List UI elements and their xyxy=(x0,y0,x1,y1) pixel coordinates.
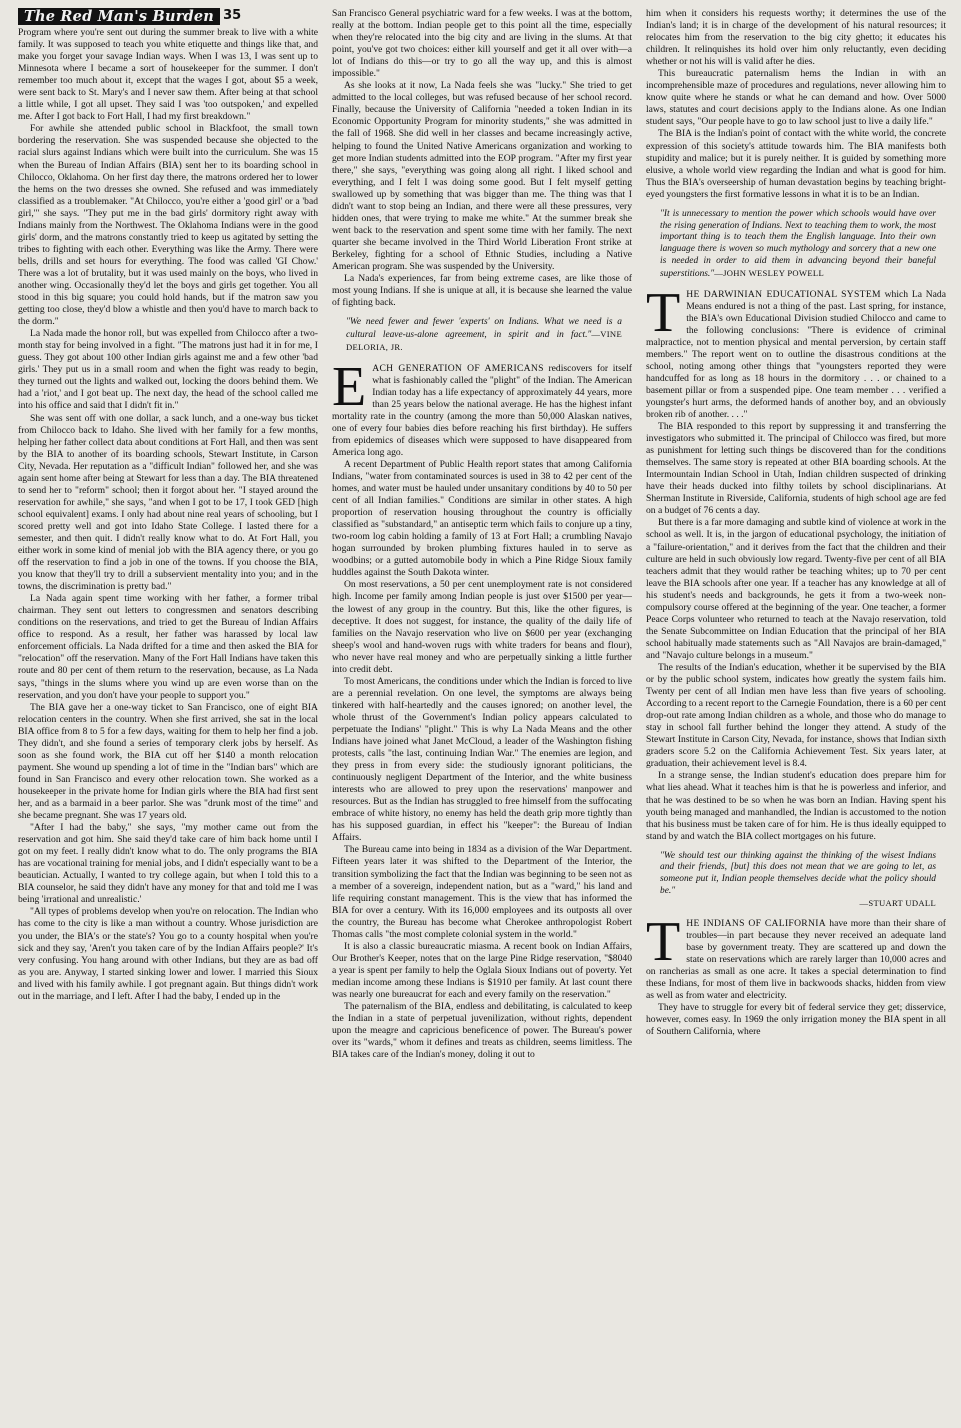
article-columns xyxy=(18,8,946,1420)
drop-cap: T xyxy=(646,910,681,973)
pull-quote xyxy=(660,209,936,281)
quote-text: "We need fewer and fewer 'experts' on Indians. What we need is a cultural leave-us-alone agreement, in spirit and in fact." xyxy=(346,317,622,340)
quote-attribution: —STUART UDALL xyxy=(859,897,936,908)
paragraph: The BIA is the Indian's point of contact with the white world, the concrete expression of this society's attitude towards him. The BIA manifests both stupidity and malice; but it is purely neither. It is guided by something more elusive, a whole world view regarding the Indian and what is good for him. Thus the BIA's overseership of human devastation begins by teaching bright-eyed youngsters the first formative lessons in what it is to be an Indian. xyxy=(646,128,946,200)
column-1 xyxy=(18,8,318,1420)
paragraph: As she looks at it now, La Nada feels she was "lucky." She tried to get admitted to the local colleges, but was refused because of her school record. Finally, because the University of California "needed a token Indian in its Economic Opportunity Program for minority students," she was admitted in the fall of 1968. She did well in her classes and became increasingly active, helping to found the United Native Americans organization and working to get more Indian students admitted into the EOP program. "After my first year there," she says, "everything was going along all right. I liked school and everything, and I felt I was doing some good. But I felt myself getting swallowed up by something that was bigger than me. The thing was that I didn't want to stop being an Indian, and there were all these pressures, very hidden ones, that were trying to make me white." At the summer break she went back to the reservation and spent some time with her family. The next quarter she became involved in the Third World Liberation Front strike at Berkeley, fighting for a school of Ethnic Studies, including a Native American program. She was suspended by the University. xyxy=(332,80,632,272)
paragraph: The BIA responded to this report by suppressing it and transferring the investigators who submitted it. The principal of Chilocco was fired, but more as punishment for letting such things be discovered than for the conditions themselves. The same story is repeated at other BIA boarding schools. At the Intermountain Indian School in Utah, Indian children suspected of drinking have their heads ducked into filthy toilets by school disciplinarians. At Sherman Institute in Riverside, California, students of high school age are fed on a budget of 76 cents a day. xyxy=(646,421,946,517)
section-lead-paragraph xyxy=(646,281,946,422)
section-title: The Red Man's Burden xyxy=(18,8,220,25)
paragraph: The BIA gave her a one-way ticket to San Francisco, one of eight BIA relocation centers in the country. When she first arrived, she sat in the local BIA office from 8 to 5 for a few days, waiting for them to help her find a job. They didn't, and she found a series of temporary clerk jobs by herself. As soon as she found work, the BIA cut off her $140 a month relocation payment. She wound up spending a lot of time in the "Indian bars" which are found in San Francisco and every other relocation town. She worked as a housekeeper in the private home for Indian girls where the BIA had first sent her, and as a barmaid in a beer parlor. She was "drunk most of the time" and she became pregnant. She was 17 years old. xyxy=(18,701,318,822)
paragraph: She was sent off with one dollar, a sack lunch, and a one-way bus ticket from Chilocco back to Idaho. She lived with her family for a few months, helping her father collect data about conditions at Fort Hall, and then was sent by the BIA to another of its boarding schools, Stewart Institute, in Carson City, Nevada. Her reputation as a "difficult Indian" followed her, and she was again sent home after being at Stewart for less than a day. The BIA threatened to send her to "reform" school; then it forgot about her. "I stayed around the reservation for awhile," she says, "and when I got to be 17, I took GED [high school equivalent] exams. I only had about nine real years of schooling, but I scored pretty well and got into Idaho State College. I lasted there for a semester, and then quit. I didn't really know what to do. At Fort Hall, you either work in some kind of menial job with the BIA agency there, or you go off the reservation to find a job in one of the towns. If you choose the BIA, you know that they'll try to drill a subservient mentality into you; and in the towns, the discrimination is pretty bad." xyxy=(18,412,318,593)
paragraph: On most reservations, a 50 per cent unemployment rate is not considered high. Income per family among Indian people is just over $1500 per year—the lowest of any group in the country. But this, like the other figures, is deceptive. It does not suggest, for instance, the quality of the daily life of families on the Navajo reservation who live on $600 per year (exchanging sheep's wool and hand-woven rugs with white traders for beans and flour), who never have real money and who are perpetually sinking a little further into credit debt. xyxy=(332,579,632,675)
section-lead-paragraph xyxy=(646,910,946,1002)
page-number: 35 xyxy=(223,8,242,23)
lead-text: rediscovers for itself what is fashionably called the "plight" of the Indian. The American Indian today has a life expectancy of approximately 44 years, more than 25 years below the national average. He has the highest infant mortality rate in the country (among the more than 50,000 Alaskan natives, one of every four babies dies before reaching his first birthday). He suffers from epidemics of diseases which were supposed to have disappeared from America long ago. xyxy=(332,362,632,458)
paragraph: But there is a far more damaging and subtle kind of violence at work in the school as well. It is, in the jargon of educational psychology, the initiation of a "failure-orientation," and it derives from the fact that the children and their culture are held in such obviously low regard. Twenty-five per cent of all BIA teachers admit that they would rather be teaching whites; up to 70 per cent leave the BIA schools after one year. If a teacher has any knowledge at all of his student's needs and backgrounds, he gets it from a two-week non-compulsory course offered at the beginning of the year. One teacher, a former Peace Corps volunteer who returned to teach at the Navajo reservation, told the Senate Subcommittee on Indian Education that the principal of her BIA school habitually made statements such as "All Navajos are brain-damaged," and "Navajo culture belongs in a museum." xyxy=(646,517,946,661)
paragraph: The results of the Indian's education, whether it be supervised by the BIA or by the public school system, indicates how greatly the system fails him. Twenty per cent of all Indian men have less than five years of schooling. According to a recent report to the Carnegie Foundation, there is a 60 per cent drop-out rate among Indian children as a whole, and those who do manage to stay in school fall further behind the longer they attend. A study of the Stewart Institute in Carson City, Nevada, for instance, shows that Indian sixth graders score 5.2 on the California Achievement Test. Six years later, at graduation, their achievement level is 8.4. xyxy=(646,661,946,770)
masthead xyxy=(18,8,318,25)
paragraph: San Francisco General psychiatric ward for a few weeks. I was at the bottom, really at the bottom. Indian people get to this point all the time, especially when they're relocated into the big city and are living in the slums. At that point, you've got two choices: either kill yourself and get it all over with—a lot of Indians do this—or try to go all the way up, and this is almost impossible." xyxy=(332,8,632,80)
paragraph: The Bureau came into being in 1834 as a division of the War Department. Fifteen years later it was shifted to the Department of the Interior, the transition symbolizing the fact that the Indian was beginning to be seen not as a member of a sovereign, independent nation, but as a "ward," his land and life requiring constant management. This is the view that has informed the BIA for over a century. With its 16,000 employees and its outposts all over the country, the Bureau has become what Cherokee anthropologist Robert Thomas calls "the most complete colonial system in the world." xyxy=(332,844,632,940)
paragraph: him when it considers his requests worthy; it determines the use of the Indian's land; it is in charge of the development of his natural resources; it relocates him from the reservation to the big city ghetto; it educates his children. It relinquishes its hold over him only reluctantly, even deciding whether or not his will is valid after he dies. xyxy=(646,8,946,68)
drop-cap: E xyxy=(332,355,367,418)
lead-in: HE DARWINIAN EDUCATIONAL SYSTEM xyxy=(686,288,881,300)
paragraph: "All types of problems develop when you're on relocation. The Indian who has come to the city is like a man without a country. Whose jurisdiction are you under, the BIA's or the state's? You go to a county hospital when you're sick and they say, 'Aren't you taken care of by the Indian Affairs people?' It's very confusing. You hang around with other Indians, but they are as bad off as you are. Anyway, I started sinking lower and lower. I married this Sioux and lived with his family awhile. I got pregnant again. But things didn't work out in the marriage, and I left. After I had the baby, I ended up in the xyxy=(18,906,318,1002)
quote-text: "We should test our thinking against the thinking of the wisest Indians and their friends, [but] this does not mean that we are going to let, as someone put it, Indian people themselves decide what the policy should be." xyxy=(660,850,936,897)
paragraph: La Nada's experiences, far from being extreme cases, are like those of most young Indians. If she is unique at all, it is because she learned the value of fighting back. xyxy=(332,273,632,309)
quote-attribution: —JOHN WESLEY POWELL xyxy=(714,267,824,278)
pull-quote xyxy=(346,317,622,354)
paragraph: In a strange sense, the Indian student's education does prepare him for what lies ahead. What it teaches him is that he is powerless and inferior, and that he was destined to be so when he was born an Indian. Having spent his youth being managed and manhandled, the Indian is accustomed to the notion that his business must be taken care of for him. He is thus ideally equipped to stand by and watch the BIA collect mortgages on his future. xyxy=(646,770,946,842)
paragraph: They have to struggle for every bit of federal service they get; disservice, however, comes easy. In 1969 the only irrigation money the BIA spent in all of Southern California, where xyxy=(646,1002,946,1038)
paragraph: La Nada again spent time working with her father, a former tribal chairman. They sent out letters to congressmen and senators describing conditions on the reservations, and tried to get the Bureau of Indian Affairs office to respond. As a result, her father was harassed by local law enforcement officials. La Nada drifted for a time and then asked the BIA for "relocation" off the reservation. Many of the Fort Hall Indians have taken this route and 80 per cent of them return to the reservation, because, as La Nada says, "things in the slums where you wind up are even worse than on the reservation, and you don't have your people to support you." xyxy=(18,593,318,701)
paragraph: Program where you're sent out during the summer break to live with a white family. It was supposed to teach you white etiquette and things like that, and make you forget your savage Indian ways. When I was 13, I was sent up to Minnesota where I became a sort of housekeeper for the summer. I don't remember too much about it, except that the wages I got, about $5 a week, were sent back to St. Mary's and I never saw them. After being at that school a little while, I got all upset. They said I was 'too outspoken,' and expelled me. After I got back to Fort Hall, I had my first breakdown." xyxy=(18,27,318,123)
column-3 xyxy=(646,8,946,1420)
quote-attribution: —VINE DELORIA, JR. xyxy=(346,328,622,352)
paragraph: This bureaucratic paternalism hems the Indian in with an incomprehensible maze of procedures and regulations, never allowing him to know quite where he stands or what he can demand and how. Over 5000 laws, statutes and court decisions apply to the Indians alone. As one Indian student says, "Our people have to go to law school just to live a daily life." xyxy=(646,68,946,128)
lead-text: have more than their share of troubles—in part because they never received an adequate land base by government treaty. They are scattered up and down the state on reservations which are rarely larger than 10,000 acres and on rancherias as small as one acre. It takes a special determination to find these Indians, for most of them live in backwoods shacks, hidden from view as well as from water and electricity. xyxy=(646,917,946,1001)
paragraph: "After I had the baby," she says, "my mother came out from the reservation and got him. She said they'd take care of him back home until I got on my feet. I really didn't know what to do. The only programs the BIA has are vocational training for menial jobs, and I didn't especially want to be a beautician. Actually, I wanted to try college again, but when I told this to a BIA counselor, he said they didn't have any money for that and told me I was being 'irrational and unrealistic.' xyxy=(18,822,318,906)
paragraph: For awhile she attended public school in Blackfoot, the small town bordering the reservation. She was suspended because she objected to the racial slurs against Indians which were built into the curriculum. She was 15 when the Bureau of Indian Affairs (BIA) sent her to its boarding school in Chilocco, Oklahoma. On her first day there, the matrons ordered her to lower the hems on the two dresses she owned. She refused and was immediately classified as a troublemaker. "At Chilocco, you're either a 'good girl' or a 'bad girl,'" she says. "They put me in the bad girls' dormitory right away with Indians mainly from the Northwest. The Oklahoma Indians were in the good girls' dorm, and the matrons constantly tried to keep us agitated by setting the tribes to fighting with each other. Everything was like the Army. There were bells, drills and set hours for everything. The food was called 'GI Chow.' There was a lot of brutality, but it was used mainly on the boys, who lived in another wing. Occasionally they'd let the boys and girls get together. You all stood in this big square; you could hold hands, but if the matron saw you getting too close, they'd blow a whistle and then you'd have to march back to the dorm." xyxy=(18,123,318,328)
paragraph: A recent Department of Public Health report states that among California Indians, "water from contaminated sources is used in 38 to 42 per cent of the homes, and water must be hauled under unsanitary conditions by 40 to 50 per cent of all Indian families." Conditions are similar in other states. A high proportion of reservation housing throughout the country is officially classified as "substandard," an antiseptic term which fails to conjure up a tiny, two-room log cabin holding a family of 13 at Fort Hall; a crumbling Navajo hogan surrounded by broken plumbing fixtures hauled in to serve as woodbins; or a gutted automobile body in which a Pine Ridge Sioux family huddles against the South Dakota winter. xyxy=(332,458,632,579)
lead-in: HE INDIANS OF CALIFORNIA xyxy=(686,917,826,929)
paragraph: To most Americans, the conditions under which the Indian is forced to live are a perennial revelation. On one level, the symptoms are always being tinkered with half-heartedly and the causes ignored; on another level, the whole thrust of the Government's Indian policy appears calculated to perpetuate the Indians' "plight." This is why La Nada Means and the other Indians have joined what Janet McCloud, a leader of the Washington fishing protests, calls "the last, continuing Indian War." The enemies are legion, and they press in from every side: the studiously ignorant politicians, the continuously negligent Department of the Interior, and the white business interests who are allowed to prey upon the reservations' manpower and resources. But as the Indian has struggled to free himself from the suffocating embrace of white history, no enemy has held the death grip more tightly than has his supposed guardian, in effect his "keeper": the Bureau of Indian Affairs. xyxy=(332,675,632,844)
drop-cap: T xyxy=(646,281,681,344)
column-2 xyxy=(332,8,632,1420)
lead-text: which La Nada Means endured is not a thing of the past. Last spring, for instance, the BIA's own Educational Division studied Chilocco and came to the following conclusions: "There is evidence of criminal malpractice, not to mention physical and mental perversion, by certain staff members." The report went on to outline the disastrous conditions at the school, noting among other things that "youngsters reported they were handcuffed for as long as 18 hours in the dormitory . . . or chained to a basement pillar or from a suspended pipe. One team member . . . verified a youngster's hurt arms, the deformed hands of another boy, and an obviously broken rib of another. . . ." xyxy=(646,288,946,420)
lead-in: ACH GENERATION OF AMERICANS xyxy=(372,362,544,374)
paragraph: The paternalism of the BIA, endless and debilitating, is calculated to keep the Indian in a state of perpetual juvenilization, without rights, dependent upon the meagre and capricious beneficence of power. The Bureau's power over its "wards," whom it defines and treats as children, seems limitless. The BIA takes care of the Indian's money, doling it out to xyxy=(332,1001,632,1061)
paragraph: La Nada made the honor roll, but was expelled from Chilocco after a two-month stay for being involved in a fight. "The matrons just had it in for me, I guess. They got about 100 other Indian girls against me and a few other 'bad girls.' They put us in a small room and when the fight was ready to begin, they turned out the lights and walked out, locking the doors behind them. We had a 'riot,' and I got beat up. The next day, the head of the school called me into his office and said that I didn't fit in." xyxy=(18,328,318,412)
quote-text: "It is unnecessary to mention the power which schools would have over the rising generation of Indians. Next to teaching them to work, the most important thing is to teach them the English language. Into their own language there is woven so much mythology and sorcery that a new one is needed in order to aid them in advancing beyond their baneful superstitions." xyxy=(660,208,936,279)
section-lead-paragraph xyxy=(332,355,632,459)
pull-quote xyxy=(660,851,936,910)
paragraph: It is also a classic bureaucratic miasma. A recent book on Indian Affairs, Our Brother's Keeper, notes that on the large Pine Ridge reservation, "$8040 a year is spent per family to help the Oglala Sioux Indians out of poverty. Yet median income among these Indians is $1910 per family. At last count there was nearly one bureaucrat for each and every family on the reservation." xyxy=(332,940,632,1000)
